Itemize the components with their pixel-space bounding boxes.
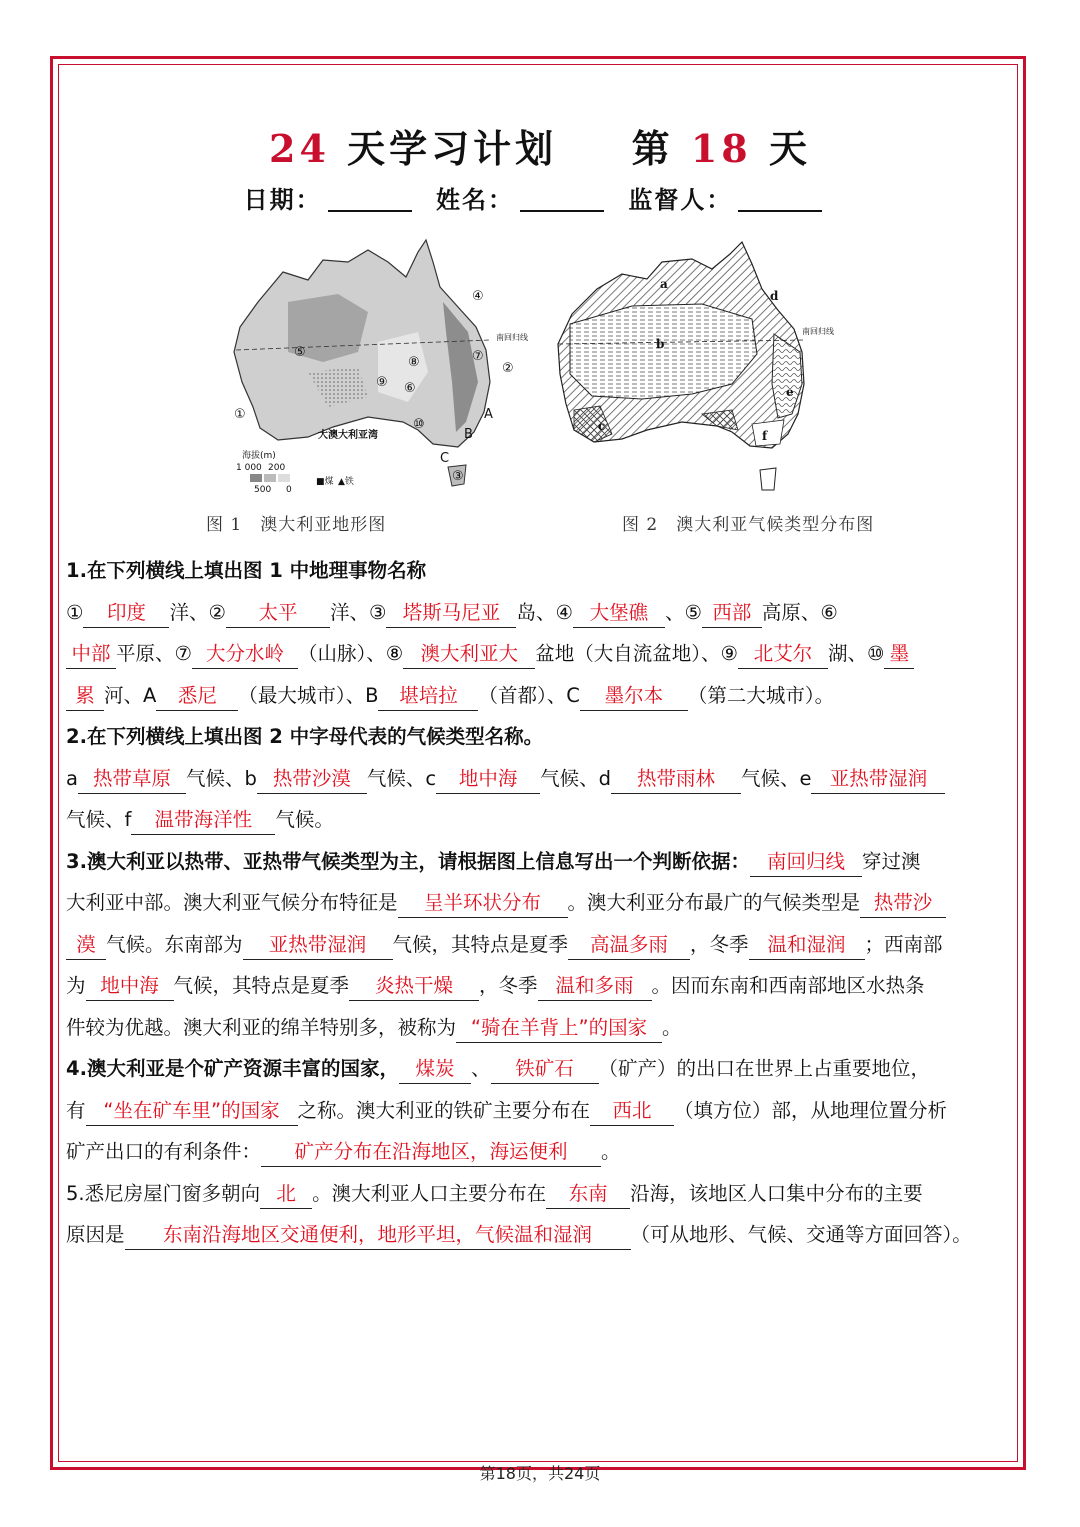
label-9: ⑨ — [376, 375, 388, 390]
q2-line-1: a 热带草原 气候、b 热带沙漠 气候、c 地中海 气候、d 热带雨林 气候、e 亚热带湿润 — [66, 758, 1016, 800]
label-7: ⑦ — [472, 349, 484, 364]
q3-line-4: 为 地中海 气候，其特点是夏季 炎热干燥 ，冬季 温和多雨 。因而东南和西南部地区水热条 — [66, 965, 1016, 1007]
answer-q3-6: 温和湿润 — [749, 931, 865, 960]
answer-q3-3b: 漠 — [66, 931, 106, 960]
answer-c: 地中海 — [436, 765, 540, 794]
zone-f-oceanic — [752, 420, 784, 446]
answer-q4-1: 煤炭 — [399, 1055, 471, 1084]
questions-area — [66, 550, 1016, 1256]
zone-label-e: e — [786, 385, 794, 399]
q1-line-2: 中部 平原、⑦ 大分水岭 （山脉）、⑧ 澳大利亚大 盆地（大自流盆地）、⑨ 北艾尔 湖、⑩ 墨 — [66, 633, 1016, 675]
fig1-tropic-label: 南回归线 — [496, 333, 528, 342]
answer-q3-1: 南回归线 — [750, 848, 862, 877]
q4-line-1: 4.澳大利亚是个矿产资源丰富的国家， 煤炭 、 铁矿石 （矿产）的出口在世界上占重要地位， — [66, 1048, 1016, 1090]
answer-q5-3: 东南沿海地区交通便利，地形平坦，气候温和湿润 — [125, 1221, 631, 1250]
q3-line-2: 大利亚中部。澳大利亚气候分布特征是 呈半环状分布 。澳大利亚分布最广的气候类型是 热带沙 — [66, 882, 1016, 924]
student-info-row — [0, 180, 1080, 215]
label-6: ⑥ — [404, 381, 416, 396]
tasmania-climate — [760, 468, 776, 490]
title-day-label: 第 — [631, 126, 674, 171]
zone-label-f: f — [762, 429, 768, 443]
name-blank[interactable] — [520, 186, 604, 212]
date-blank[interactable] — [328, 186, 412, 212]
q1-line-1: ① 印度 洋、② 太平 洋、③ 塔斯马尼亚 岛、④ 大堡礁 、⑤ 西部 高原、⑥ — [66, 592, 1016, 634]
fig1-caption: 图 1 澳大利亚地形图 — [206, 515, 387, 535]
answer-9: 北艾尔 — [738, 640, 828, 669]
zone-label-c: c — [598, 419, 606, 433]
answer-4: 大堡礁 — [573, 599, 665, 628]
fig2-caption: 图 2 澳大利亚气候类型分布图 — [622, 515, 875, 535]
legend-0: 0 — [286, 485, 292, 495]
answer-q4-2: 铁矿石 — [491, 1055, 599, 1084]
answer-10-part1: 墨 — [884, 640, 914, 669]
answer-1: 印度 — [83, 599, 169, 628]
label-10: ⑩ — [413, 417, 425, 432]
label-1: ① — [234, 407, 246, 422]
label-B: B — [464, 427, 473, 442]
label-5: ⑤ — [294, 345, 306, 360]
answer-b: 热带沙漠 — [257, 765, 367, 794]
zone-b-hatch — [570, 304, 757, 399]
label-8: ⑧ — [408, 355, 420, 370]
page-footer: 第18页，共24页 — [479, 1464, 601, 1483]
answer-6: 中部 — [66, 640, 116, 669]
answer-q3-4: 亚热带湿润 — [243, 931, 393, 960]
label-A: A — [484, 407, 493, 422]
answer-A: 悉尼 — [156, 682, 238, 711]
legend-iron: ▲铁 — [338, 477, 354, 487]
q5-line-1: 5.悉尼房屋门窗多朝向 北 。澳大利亚人口主要分布在 东南 沿海，该地区人口集中分布的主要 — [66, 1173, 1016, 1215]
supervisor-label: 监督人： — [628, 185, 733, 214]
q3-line-1: 3.澳大利亚以热带、亚热带气候类型为主，请根据图上信息写出一个判断依据： 南回归线 穿过澳 — [66, 841, 1016, 883]
q1-line-3: 累 河、A 悉尼 （最大城市）、B 堪培拉 （首都）、C 墨尔本 （第二大城市）。 — [66, 675, 1016, 717]
answer-q3-2: 呈半环状分布 — [398, 889, 568, 918]
supervisor-blank[interactable] — [738, 186, 822, 212]
answer-q3-8: 炎热干燥 — [349, 972, 479, 1001]
label-3: ③ — [452, 469, 464, 484]
fig2-tropic-label: 南回归线 — [802, 327, 834, 336]
answer-q3-7: 地中海 — [86, 972, 174, 1001]
answer-d: 热带雨林 — [611, 765, 741, 794]
answer-q3-5: 高温多雨 — [568, 931, 690, 960]
legend-title: 海拔(m) — [242, 451, 276, 461]
q2-title: 2.在下列横线上填出图 2 中字母代表的气候类型名称。 — [66, 725, 544, 748]
answer-5: 西部 — [702, 599, 762, 628]
title-plan-days: 24 — [269, 126, 330, 171]
answer-q3-3a: 热带沙 — [860, 889, 946, 918]
q4-line-3: 矿产出口的有利条件： 矿产分布在沿海地区，海运便利 。 — [66, 1131, 1016, 1173]
answer-q3-9: 温和多雨 — [538, 972, 652, 1001]
answer-C: 墨尔本 — [580, 682, 688, 711]
answer-B: 堪培拉 — [378, 682, 478, 711]
answer-q4-4: 西北 — [590, 1097, 674, 1126]
label-C: C — [440, 451, 450, 466]
answer-8: 澳大利亚大 — [403, 640, 535, 669]
legend-1000: 1 000 — [236, 463, 262, 473]
zone-label-b: b — [656, 337, 665, 351]
answer-10-part2: 累 — [66, 682, 104, 711]
zone-label-d: d — [770, 289, 779, 303]
q2-line-2: 气候、f 温带海洋性 气候。 — [66, 799, 1016, 841]
title-plan-text: 天学习计划 — [347, 126, 558, 171]
title-day-number: 18 — [690, 126, 752, 171]
legend-200: 200 — [268, 463, 286, 473]
bight-label: 大澳大利亚湾 — [318, 430, 378, 441]
q1-title: 1.在下列横线上填出图 1 中地理事物名称 — [66, 559, 427, 582]
answer-3: 塔斯马尼亚 — [386, 599, 516, 628]
answer-f: 温带海洋性 — [131, 806, 275, 835]
page-title — [0, 118, 1080, 173]
answer-q4-5: 矿产分布在沿海地区，海运便利 — [261, 1138, 601, 1167]
answer-q3-10: “骑在羊背上”的国家 — [456, 1014, 662, 1043]
label-2: ② — [502, 361, 514, 376]
title-day-unit: 天 — [768, 126, 811, 171]
q5-line-2: 原因是 东南沿海地区交通便利，地形平坦，气候温和湿润 （可从地形、气候、交通等方面回答）。 — [66, 1214, 1016, 1256]
q4-line-2: 有 “坐在矿车里”的国家 之称。澳大利亚的铁矿主要分布在 西北 （填方位）部，从地理位置分析 — [66, 1090, 1016, 1132]
legend-coal: ■煤 — [316, 477, 334, 487]
answer-q5-1: 北 — [260, 1180, 312, 1209]
legend-500: 500 — [254, 485, 272, 495]
answer-e: 亚热带湿润 — [811, 765, 945, 794]
australia-climate-map — [552, 234, 862, 500]
zone-label-a: a — [660, 277, 668, 291]
name-label: 姓名： — [436, 185, 514, 214]
label-4: ④ — [472, 289, 484, 304]
answer-a: 热带草原 — [78, 765, 186, 794]
q3-line-5: 件较为优越。澳大利亚的绵羊特别多，被称为 “骑在羊背上”的国家 。 — [66, 1007, 1016, 1049]
australia-terrain-map — [228, 232, 528, 498]
answer-q4-3: “坐在矿车里”的国家 — [86, 1097, 298, 1126]
answer-q5-2: 东南 — [546, 1180, 630, 1209]
date-label: 日期： — [243, 185, 322, 214]
q3-line-3: 漠 气候。东南部为 亚热带湿润 气候，其特点是夏季 高温多雨 ，冬季 温和湿润 ；西南部 — [66, 924, 1016, 966]
answer-2: 太平 — [226, 599, 330, 628]
answer-7: 大分水岭 — [192, 640, 298, 669]
